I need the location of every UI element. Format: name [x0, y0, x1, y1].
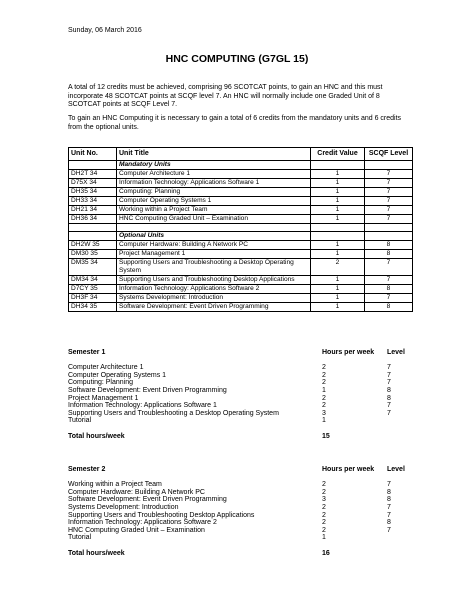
unit-title-cell: Information Technology: Applications Software 1	[117, 179, 311, 188]
semester-unit-name: HNC Computing Graded Unit – Examination	[68, 526, 205, 534]
semester-unit-level: 8	[387, 488, 391, 496]
credit-value-cell: 1	[311, 250, 365, 259]
unit-no-cell: DH2W 35	[69, 241, 117, 250]
semester-unit-name: Computing: Planning	[68, 379, 133, 387]
section-label: Optional Units	[117, 232, 311, 241]
semester-unit-level: 7	[387, 526, 391, 534]
total-hours-value: 16	[322, 549, 330, 557]
semester-title: Semester 2	[68, 466, 106, 473]
unit-no-cell: DH34 35	[69, 303, 117, 312]
header-unit-no: Unit No.	[69, 148, 117, 161]
unit-title-cell: HNC Computing Graded Unit – Examination	[117, 215, 311, 224]
unit-title-cell: Computer Operating Systems 1	[117, 197, 311, 206]
unit-no-cell: DH2T 34	[69, 170, 117, 179]
unit-title-cell: Computer Hardware: Building A Network PC	[117, 241, 311, 250]
semester-unit-hours: 2	[322, 503, 326, 511]
unit-no-cell: DM35 34	[69, 259, 117, 276]
unit-title-cell: Systems Development: Introduction	[117, 294, 311, 303]
header-credit-value: Credit Value	[311, 148, 365, 161]
semester-unit-row	[68, 534, 412, 542]
credit-value-cell: 1	[311, 303, 365, 312]
semester-unit-row	[68, 504, 412, 512]
unit-no-cell: DH3F 34	[69, 294, 117, 303]
table-row	[69, 303, 413, 312]
semester-unit-row	[68, 395, 412, 403]
credit-value-cell: 1	[311, 197, 365, 206]
table-section-row	[69, 161, 413, 170]
semester-spacer	[68, 542, 412, 550]
spacer-cell	[69, 224, 117, 232]
scqf-level-cell: 7	[365, 215, 413, 224]
semester-unit-level: 7	[387, 402, 391, 410]
unit-title-cell: Supporting Users and Troubleshooting Desktop Applications	[117, 276, 311, 285]
table-row	[69, 294, 413, 303]
semester-unit-hours: 1	[322, 534, 326, 542]
semester-title: Semester 1	[68, 349, 106, 356]
table-row	[69, 259, 413, 276]
level-header: Level	[387, 349, 405, 356]
semester-unit-level: 7	[387, 379, 391, 387]
unit-title-cell: Project Management 1	[117, 250, 311, 259]
scqf-level-cell: 7	[365, 170, 413, 179]
section-cell-empty	[69, 161, 117, 170]
credit-value-cell: 1	[311, 206, 365, 215]
semester-unit-level: 7	[387, 371, 391, 379]
level-header: Level	[387, 466, 405, 473]
semester-unit-level: 7	[387, 409, 391, 417]
semester-unit-row	[68, 402, 412, 410]
semester-unit-row	[68, 527, 412, 535]
semester-unit-row	[68, 379, 412, 387]
credit-value-cell: 1	[311, 179, 365, 188]
unit-title-cell: Supporting Users and Troubleshooting a Desktop Operating System	[117, 259, 311, 276]
semester-unit-hours: 1	[322, 417, 326, 425]
unit-title-cell: Computing: Planning	[117, 188, 311, 197]
total-hours-label: Total hours/week	[68, 432, 125, 440]
hours-per-week-header: Hours per week	[322, 349, 375, 356]
semester-unit-level: 8	[387, 496, 391, 504]
page-date: Sunday, 06 March 2016	[68, 27, 142, 34]
intro-paragraph-requirements: To gain an HNC Computing it is necessary to gain a total of 6 credits from the mandatory units and 6 credits from the optional units.	[68, 115, 402, 131]
table-row	[69, 170, 413, 179]
table-row	[69, 285, 413, 294]
table-section-row	[69, 232, 413, 241]
semester-unit-name: Computer Operating Systems 1	[68, 371, 167, 379]
semester-unit-level: 8	[387, 394, 391, 402]
semester-unit-name: Software Development: Event Driven Programming	[68, 386, 227, 394]
unit-no-cell: D7CY 35	[69, 285, 117, 294]
unit-title-cell: Information Technology: Applications Software 2	[117, 285, 311, 294]
scqf-level-cell: 7	[365, 276, 413, 285]
unit-no-cell: DH21 34	[69, 206, 117, 215]
semester-spacer	[68, 474, 412, 482]
semester-unit-hours: 2	[322, 402, 326, 410]
semester-unit-row	[68, 519, 412, 527]
total-hours-value: 15	[322, 432, 330, 440]
credit-value-cell: 1	[311, 241, 365, 250]
semester-2-section	[68, 466, 412, 557]
table-row	[69, 215, 413, 224]
semester-unit-hours: 3	[322, 496, 326, 504]
semester-unit-row	[68, 496, 412, 504]
credit-value-cell: 1	[311, 215, 365, 224]
semester-unit-level: 7	[387, 511, 391, 519]
semester-spacer	[68, 425, 412, 433]
unit-title-cell: Working within a Project Team	[117, 206, 311, 215]
units-table-body	[69, 161, 413, 312]
semester-unit-hours: 3	[322, 409, 326, 417]
semester-unit-name: Working within a Project Team	[68, 481, 162, 489]
credit-value-cell: 1	[311, 294, 365, 303]
semester-unit-name: Information Technology: Applications Software 2	[68, 519, 217, 527]
semester-unit-level: 8	[387, 386, 391, 394]
semester-header-row	[68, 466, 412, 474]
semester-unit-name: Supporting Users and Troubleshooting Desktop Applications	[68, 511, 255, 519]
spacer-cell	[117, 224, 311, 232]
table-spacer-row	[69, 224, 413, 232]
semester-total-row	[68, 550, 412, 558]
section-cell-empty	[311, 161, 365, 170]
semester-unit-name: Systems Development: Introduction	[68, 503, 179, 511]
table-row	[69, 179, 413, 188]
semester-1-section	[68, 349, 412, 440]
semester-unit-hours: 2	[322, 371, 326, 379]
scqf-level-cell: 8	[365, 285, 413, 294]
semester-unit-hours: 2	[322, 364, 326, 372]
semester-unit-hours: 2	[322, 481, 326, 489]
credit-value-cell: 1	[311, 285, 365, 294]
semester-unit-hours: 2	[322, 526, 326, 534]
credit-value-cell: 1	[311, 276, 365, 285]
page-title: HNC COMPUTING (G7GL 15)	[165, 53, 309, 65]
semester-unit-level: 7	[387, 503, 391, 511]
semester-spacer	[68, 357, 412, 365]
credit-value-cell: 1	[311, 170, 365, 179]
semester-unit-name: Software Development: Event Driven Programming	[68, 496, 227, 504]
table-row	[69, 206, 413, 215]
semester-unit-name: Project Management 1	[68, 394, 139, 402]
spacer-cell	[311, 224, 365, 232]
unit-no-cell: DH36 34	[69, 215, 117, 224]
unit-title-cell: Software Development: Event Driven Programming	[117, 303, 311, 312]
unit-no-cell: DH35 34	[69, 188, 117, 197]
unit-no-cell: DM34 34	[69, 276, 117, 285]
semester-unit-level: 7	[387, 481, 391, 489]
semester-unit-row	[68, 364, 412, 372]
section-cell-empty	[365, 232, 413, 241]
scqf-level-cell: 8	[365, 241, 413, 250]
unit-no-cell: D75X 34	[69, 179, 117, 188]
unit-no-cell: DM30 35	[69, 250, 117, 259]
hours-per-week-header: Hours per week	[322, 466, 375, 473]
section-cell-empty	[365, 161, 413, 170]
section-label: Mandatory Units	[117, 161, 311, 170]
semester-unit-hours: 2	[322, 394, 326, 402]
credit-value-cell: 2	[311, 259, 365, 276]
total-hours-label: Total hours/week	[68, 549, 125, 557]
semester-unit-name: Information Technology: Applications Software 1	[68, 402, 217, 410]
unit-no-cell: DH33 34	[69, 197, 117, 206]
header-scqf-level: SCQF Level	[365, 148, 413, 161]
scqf-level-cell: 8	[365, 303, 413, 312]
scqf-level-cell: 7	[365, 206, 413, 215]
units-table-header	[69, 148, 413, 161]
intro-paragraph-credits: A total of 12 credits must be achieved, comprising 96 SCOTCAT points, to gain an HNC and this must incorporate 48 SCOTCAT points at SCQF level 7. An HNC will normally include one Graded Unit of 8 SCOTCAT points at SCQF Level 7.	[68, 84, 383, 109]
table-row	[69, 188, 413, 197]
scqf-level-cell: 7	[365, 259, 413, 276]
semester-unit-hours: 2	[322, 519, 326, 527]
semester-unit-row	[68, 410, 412, 418]
semester-unit-row	[68, 387, 412, 395]
semester-unit-name: Computer Architecture 1	[68, 364, 144, 372]
semester-unit-name: Tutorial	[68, 534, 92, 542]
semester-header-row	[68, 349, 412, 357]
semester-unit-hours: 1	[322, 386, 326, 394]
semester-total-row	[68, 433, 412, 441]
semester-unit-row	[68, 372, 412, 380]
semester-unit-level: 7	[387, 364, 391, 372]
scqf-level-cell: 7	[365, 179, 413, 188]
semester-unit-row	[68, 481, 412, 489]
scqf-level-cell: 7	[365, 197, 413, 206]
table-row	[69, 197, 413, 206]
semester-unit-hours: 2	[322, 379, 326, 387]
table-row	[69, 276, 413, 285]
semester-unit-hours: 2	[322, 511, 326, 519]
semester-unit-name: Computer Hardware: Building A Network PC	[68, 488, 205, 496]
unit-title-cell: Computer Architecture 1	[117, 170, 311, 179]
semester-unit-name: Tutorial	[68, 417, 92, 425]
scqf-level-cell: 7	[365, 294, 413, 303]
scqf-level-cell: 7	[365, 188, 413, 197]
semester-unit-row	[68, 512, 412, 520]
table-row	[69, 241, 413, 250]
header-unit-title: Unit Title	[117, 148, 311, 161]
section-cell-empty	[69, 232, 117, 241]
table-row	[69, 250, 413, 259]
spacer-cell	[365, 224, 413, 232]
semester-unit-level: 8	[387, 519, 391, 527]
semester-unit-row	[68, 489, 412, 497]
semester-unit-name: Supporting Users and Troubleshooting a Desktop Operating System	[68, 409, 279, 417]
section-cell-empty	[311, 232, 365, 241]
credit-value-cell: 1	[311, 188, 365, 197]
scqf-level-cell: 8	[365, 250, 413, 259]
units-table	[68, 147, 413, 312]
semester-unit-row	[68, 417, 412, 425]
semester-unit-hours: 2	[322, 488, 326, 496]
